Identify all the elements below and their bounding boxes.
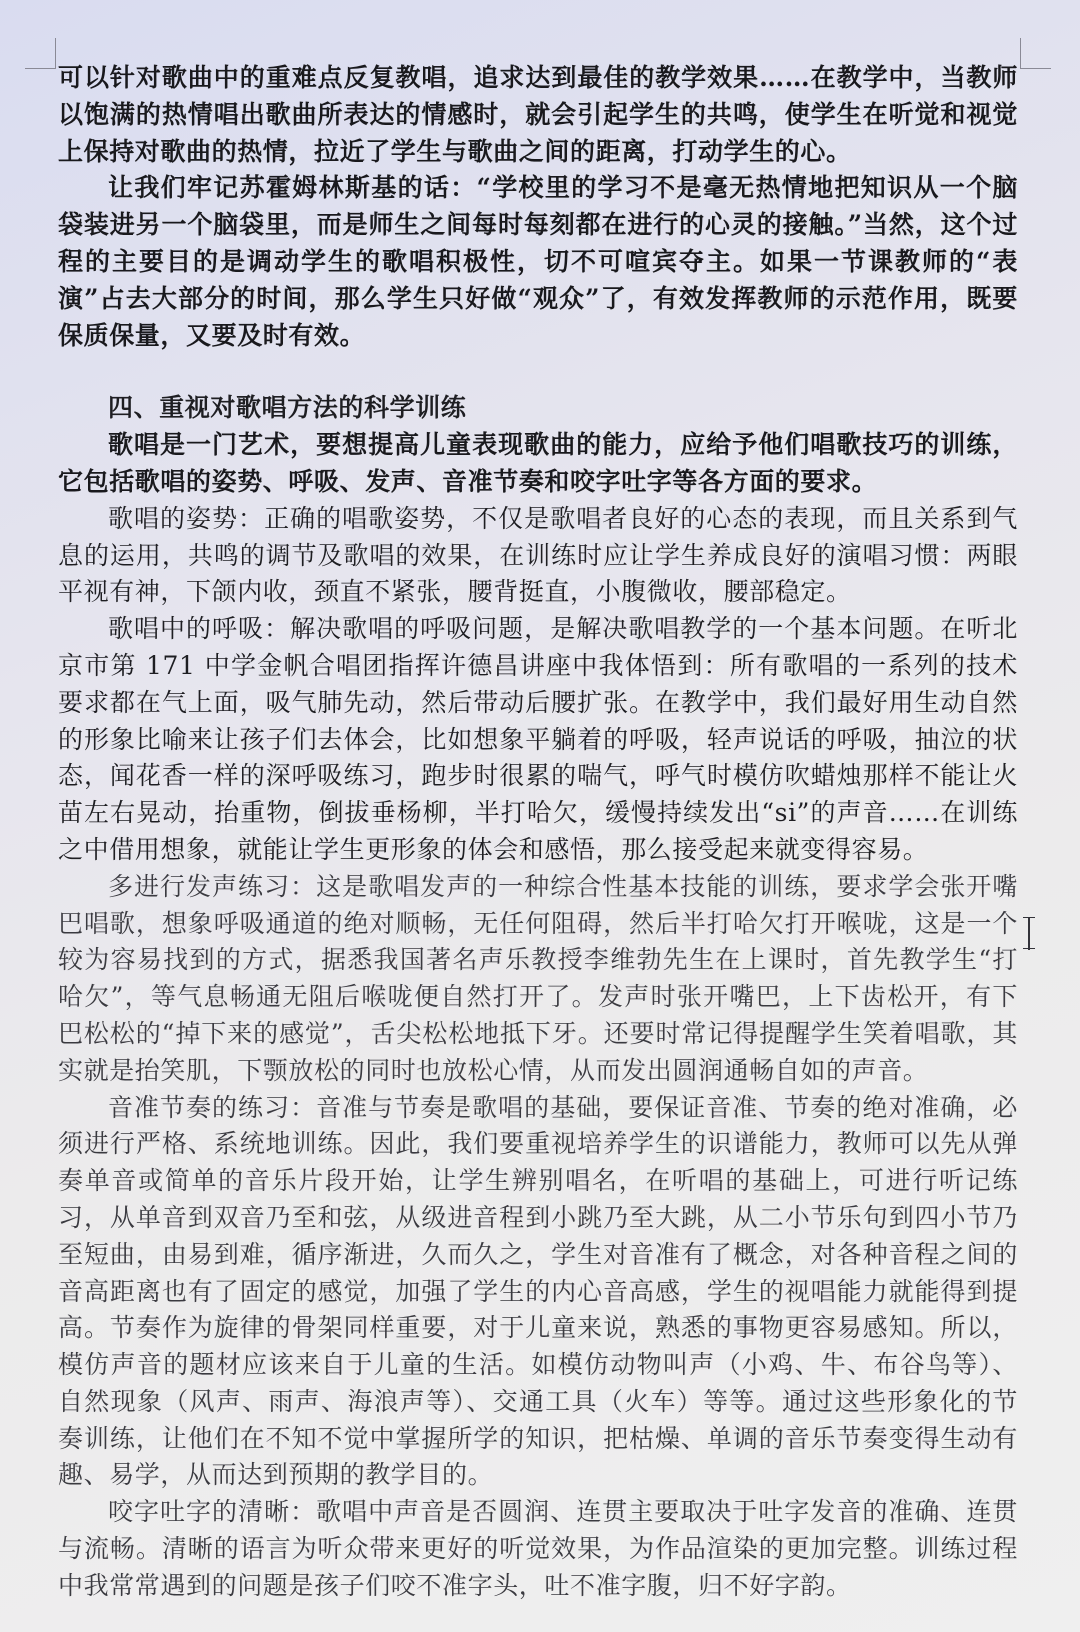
document-body[interactable] [58, 60, 1018, 1605]
crop-mark-top-right [1020, 38, 1051, 69]
section-heading: 四、重视对歌唱方法的科学训练 [108, 393, 467, 423]
paragraph-singing-art: 歌唱是一门艺术，要想提高儿童表现歌曲的能力，应给予他们唱歌技巧的训练，它包括歌唱的姿势、呼吸、发声、音准节奏和咬字吐字等各方面的要求。 [58, 430, 1018, 496]
paragraph-diction: 咬字吐字的清晰：歌唱中声音是否圆润、连贯主要取决于吐字发音的准确、连贯与流畅。清晰的语言为听众带来更好的听觉效果，为作品渲染的更加完整。训练过程中我常常遇到的问题是孩子们咬不准字头，吐不准字腹，归不好字韵。 [58, 1497, 1018, 1600]
paragraph-vocalization: 多进行发声练习：这是歌唱发声的一种综合性基本技能的训练，要求学会张开嘴巴唱歌，想象呼吸通道的绝对顺畅，无任何阻碍，然后半打哈欠打开喉咙，这是一个较为容易找到的方式，据悉我国著名声乐教授李维勃先生在上课时，首先教学生“打哈欠”，等气息畅通无阻后喉咙便自然打开了。发声时张开嘴巴，上下齿松开，有下巴松松的“掉下来的感觉”，舌尖松松地抵下牙。还要时常记得提醒学生笑着唱歌，其实就是抬笑肌，下颚放松的同时也放松心情，从而发出圆润通畅自如的声音。 [58, 871, 1018, 1085]
paragraph-breathing: 歌唱中的呼吸：解决歌唱的呼吸问题，是解决歌唱教学的一个基本问题。在听北京市第 171 中学金帆合唱团指挥许德昌讲座中我体悟到：所有歌唱的一系列的技术要求都在气上面，吸气肺先动，然后带动后腰扩张。在教学中，我们最好用生动自然的形象比喻来让孩子们去体会，比如想象平躺着的呼吸，轻声说话的呼吸，抽泣的状态，闻花香一样的深呼吸练习，跑步时很累的喘气，呼气时模仿吹蜡烛那样不能让火苗左右晃动，抬重物，倒拔垂杨柳，半打哈欠，缓慢持续发出“si”的声音……在训练之中借用想象，就能让学生更形象的体会和感悟，那么接受起来就变得容易。 [58, 614, 1018, 864]
text-cursor-icon [1022, 916, 1036, 952]
paragraph-pitch-rhythm: 音准节奏的练习：音准与节奏是歌唱的基础，要保证音准、节奏的绝对准确，必须进行严格、系统地训练。因此，我们要重视培养学生的识谱能力，教师可以先从弹奏单音或简单的音乐片段开始，让学生辨别唱名，在听唱的基础上，可进行听记练习，从单音到双音乃至和弦，从级进音程到小跳乃至大跳，从二小节乐句到四小节乃至短曲，由易到难，循序渐进，久而久之，学生对音准有了概念，对各种音程之间的音高距离也有了固定的感觉，加强了学生的内心音高感，学生的视唱能力就能得到提高。节奏作为旋律的骨架同样重要，对于儿童来说，熟悉的事物更容易感知。所以，模仿声音的题材应该来自于儿童的生活。如模仿动物叫声（小鸡、牛、布谷鸟等）、自然现象（风声、雨声、海浪声等）、交通工具（火车）等等。通过这些形象化的节奏训练，让他们在不知不觉中掌握所学的知识，把枯燥、单调的音乐节奏变得生动有趣、易学，从而达到预期的教学目的。 [58, 1092, 1018, 1490]
paragraph-teaching-effect: 可以针对歌曲中的重难点反复教唱，追求达到最佳的教学效果……在教学中，当教师以饱满的热情唱出歌曲所表达的情感时，就会引起学生的共鸣，使学生在听觉和视觉上保持对歌曲的热情，拉近了学生与歌曲之间的距离，打动学生的心。 [58, 63, 1018, 166]
paragraph-posture: 歌唱的姿势：正确的唱歌姿势，不仅是歌唱者良好的心态的表现，而且关系到气息的运用，共鸣的调节及歌唱的效果，在训练时应让学生养成良好的演唱习惯：两眼平视有神，下颌内收，颈直不紧张，腰背挺直，小腹微收，腰部稳定。 [58, 503, 1018, 607]
paragraph-sukhomlinsky-quote: 让我们牢记苏霍姆林斯基的话：“学校里的学习不是毫无热情地把知识从一个脑袋装进另一个脑袋里，而是师生之间每时每刻都在进行的心灵的接触。”当然，这个过程的主要目的是调动学生的歌唱积极性，切不可喧宾夺主。如果一节课教师的“表演”占去大部分的时间，那么学生只好做“观众”了，有效发挥教师的示范作用，既要保质保量，又要及时有效。 [58, 173, 1018, 350]
crop-mark-top-left [25, 38, 56, 69]
